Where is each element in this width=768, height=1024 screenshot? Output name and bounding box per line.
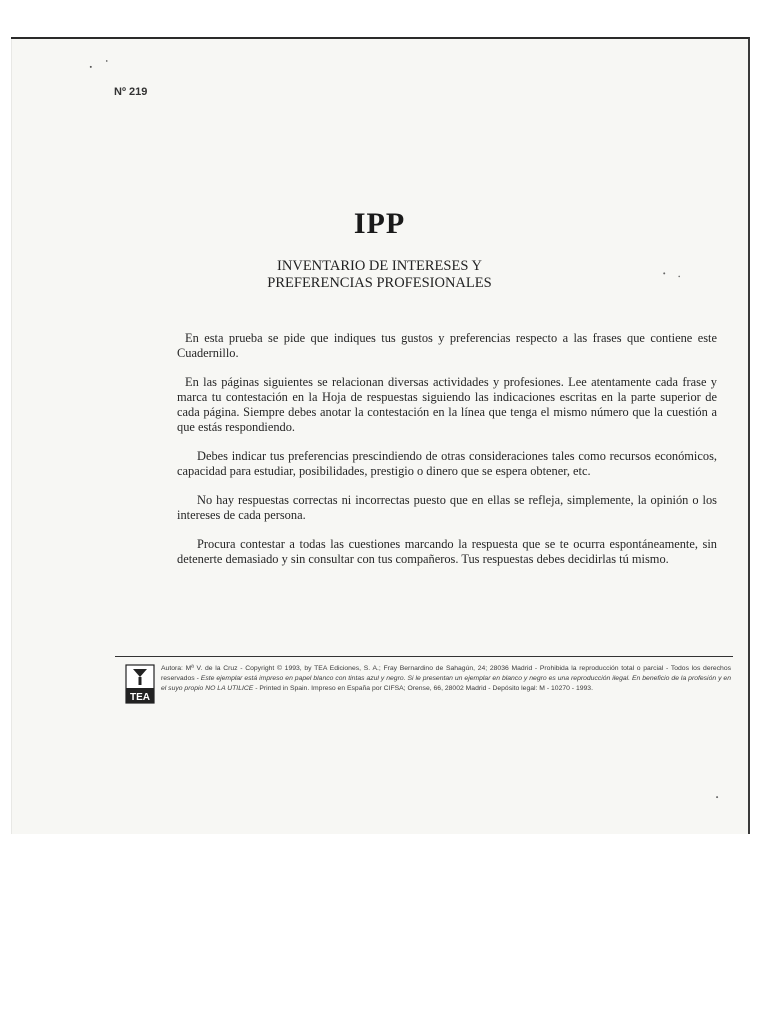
logo-text: TEA: [130, 692, 150, 703]
copyright-text: [161, 664, 731, 694]
instruction-paragraph: No hay respuestas correctas ni incorrectas puesto que en ellas se refleja, simplemente, la opinión o los intereses de cada persona.: [177, 493, 717, 522]
instruction-paragraph: Debes indicar tus preferencias prescindiendo de otras consideraciones tales como recursos económicos, capacidad para estudiar, posibilidades, prestigio o dinero que se espera obtener, etc.: [177, 449, 717, 478]
document-subtitle: [11, 258, 748, 292]
instruction-paragraph: Procura contestar a todas las cuestiones marcando la respuesta que se te ocurra espontáneamente, sin detenerte demasiado y sin consultar con tus compañeros. Tus respuestas debes decidirlas tú mismo.: [177, 537, 717, 566]
instruction-paragraph: En esta prueba se pide que indiques tus gustos y preferencias respecto a las frases que contiene este Cuadernillo.: [177, 331, 717, 360]
copyright-part-2: - Printed in Spain. Impreso en España por CIFSA; Orense, 66, 28002 Madrid - Depósito legal: M - 10270 - 1993.: [253, 685, 593, 692]
document-number: Nº 219: [114, 86, 148, 98]
instructions: [177, 331, 717, 581]
instruction-paragraph: En las páginas siguientes se relacionan diversas actividades y profesiones. Lee atentamente cada frase y marca tu contestación en la Hoja de respuestas siguiendo las indicaciones escritas en la parte superior de cada página. Siempre debes anotar la contestación en la línea que tenga el mismo número que la cuestión a que estás respondiendo.: [177, 375, 717, 434]
copyright-part-1: Autora: Mª V. de la Cruz - Copyright © 1993, by TEA Ediciones, S. A.; Fray Bernardino de Sahagún, 24; 28036 Madrid - Prohibida la reproducción total o parcial - Todos los derechos reservados -: [161, 665, 731, 682]
scanned-page: [11, 37, 750, 834]
tea-publisher-logo-icon: [125, 664, 155, 704]
subtitle-line-2: PREFERENCIAS PROFESIONALES: [267, 275, 492, 291]
document-title: IPP: [353, 207, 406, 240]
copyright-warning: Este ejemplar está impreso en papel blanco con tintas azul y negro. Si le presentan un ejemplar en blanco y negro es una reproducción ilegal. En beneficio de la profesión y en el suyo propio NO LA UTILICE: [161, 675, 731, 692]
subtitle-line-1: INVENTARIO DE INTERESES Y: [277, 258, 482, 274]
copyright-footer: [115, 656, 733, 710]
